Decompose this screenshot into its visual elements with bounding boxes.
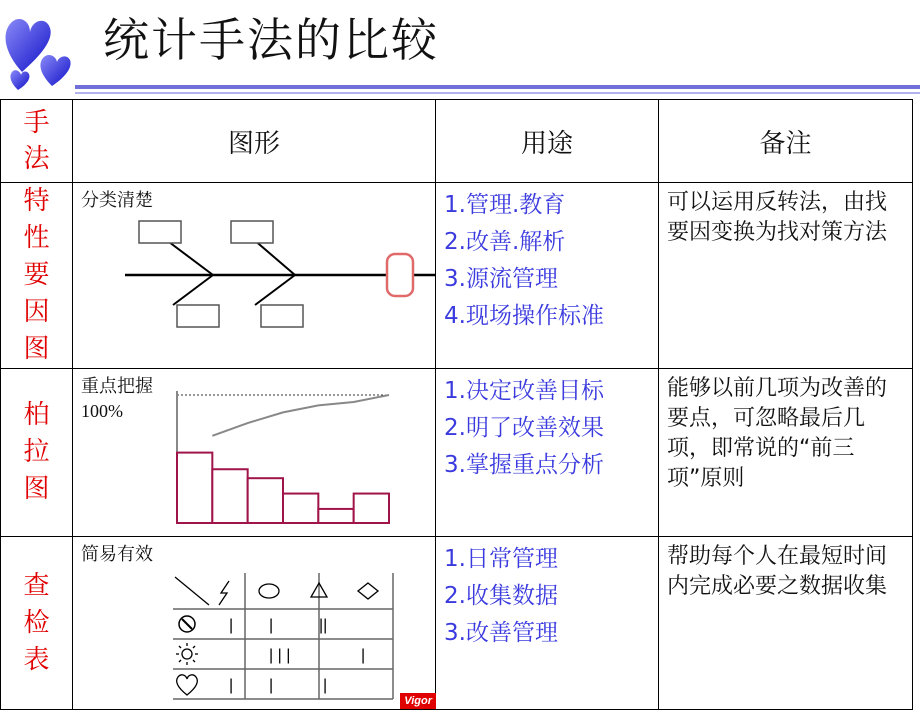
use-item: 2.收集数据: [444, 583, 558, 609]
check-sheet-diagram: [73, 537, 435, 709]
tally: |: [269, 677, 274, 694]
method-name: 柏拉图: [23, 400, 50, 504]
tally: |: [361, 647, 366, 664]
table-row: [1, 183, 913, 369]
fishbone-diagram: [73, 183, 435, 347]
use-item: 3.掌握重点分析: [444, 452, 604, 478]
use-item: 1.日常管理: [444, 546, 558, 572]
no-sign-icon: [179, 616, 195, 632]
table-row: [1, 537, 913, 710]
uses-cell: [436, 537, 659, 710]
pareto-bar: [354, 494, 389, 523]
method-cell: [1, 369, 73, 537]
use-item: 2.改善.解析: [444, 229, 566, 255]
note-cell: 可以运用反转法，由找要因变换为找对策方法: [659, 183, 913, 369]
graph-percent-label: 100%: [81, 401, 123, 421]
hearts-logo-icon: [0, 0, 80, 95]
table-row: [1, 369, 913, 537]
graph-cell: [73, 369, 436, 537]
tally: |: [323, 677, 328, 694]
pareto-chart: [73, 369, 435, 536]
note-cell: 帮助每个人在最短时间内完成必要之数据收集: [659, 537, 913, 710]
uses-cell: [436, 369, 659, 537]
use-item: 3.改善管理: [444, 620, 558, 646]
tally: |: [229, 617, 234, 634]
vigor-logo-text: Vigor: [404, 695, 432, 707]
diamond-icon: [358, 583, 378, 599]
use-item: 2.明了改善效果: [444, 415, 604, 441]
graph-caption: 简易有效: [81, 544, 153, 565]
use-item: 3.源流管理: [444, 266, 558, 292]
tally: |: [229, 677, 234, 694]
uses-cell: [436, 183, 659, 369]
title-rule: [75, 85, 920, 89]
graph-cell: [73, 537, 436, 710]
method-cell: [1, 537, 73, 710]
vigor-logo: [400, 693, 436, 709]
page-title: 统计手法的比较: [103, 13, 439, 67]
pareto-bar: [283, 494, 318, 523]
graph-caption: 分类清楚: [81, 190, 153, 211]
heart-outline-icon: [177, 675, 198, 695]
pareto-bar: [212, 469, 247, 523]
pareto-bar: [177, 453, 212, 523]
method-name: 查检表: [23, 570, 50, 675]
graph-caption-text: 重点把握: [81, 376, 153, 397]
header-graph: 图形: [73, 100, 436, 183]
header-use: 用途: [436, 100, 659, 183]
graph-cell: [73, 183, 436, 369]
method-cell: [1, 183, 73, 369]
pareto-bar: [318, 509, 353, 523]
header-method: [1, 100, 73, 183]
pareto-bar: [248, 478, 283, 523]
tally: ||: [319, 617, 328, 634]
header-note: 备注: [659, 100, 913, 183]
use-item: 4.现场操作标准: [444, 303, 604, 329]
sun-icon: [176, 643, 198, 665]
use-item: 1.决定改善目标: [444, 378, 604, 404]
tally: | | |: [269, 647, 291, 664]
note-cell: 能够以前几项为改善的要点，可忽略最后几项，即常说的“前三项”原则: [659, 369, 913, 537]
header-method-text: 手法: [23, 108, 50, 174]
ellipse-icon: [259, 584, 279, 598]
use-item: 1.管理.教育: [444, 192, 566, 218]
pareto-cumulative-line: [212, 395, 389, 436]
comparison-table: [0, 99, 913, 710]
tally: |: [269, 617, 274, 634]
header-row: [1, 100, 913, 183]
method-name: 特性要因图: [23, 186, 50, 364]
title-rule-thin: [75, 92, 920, 94]
